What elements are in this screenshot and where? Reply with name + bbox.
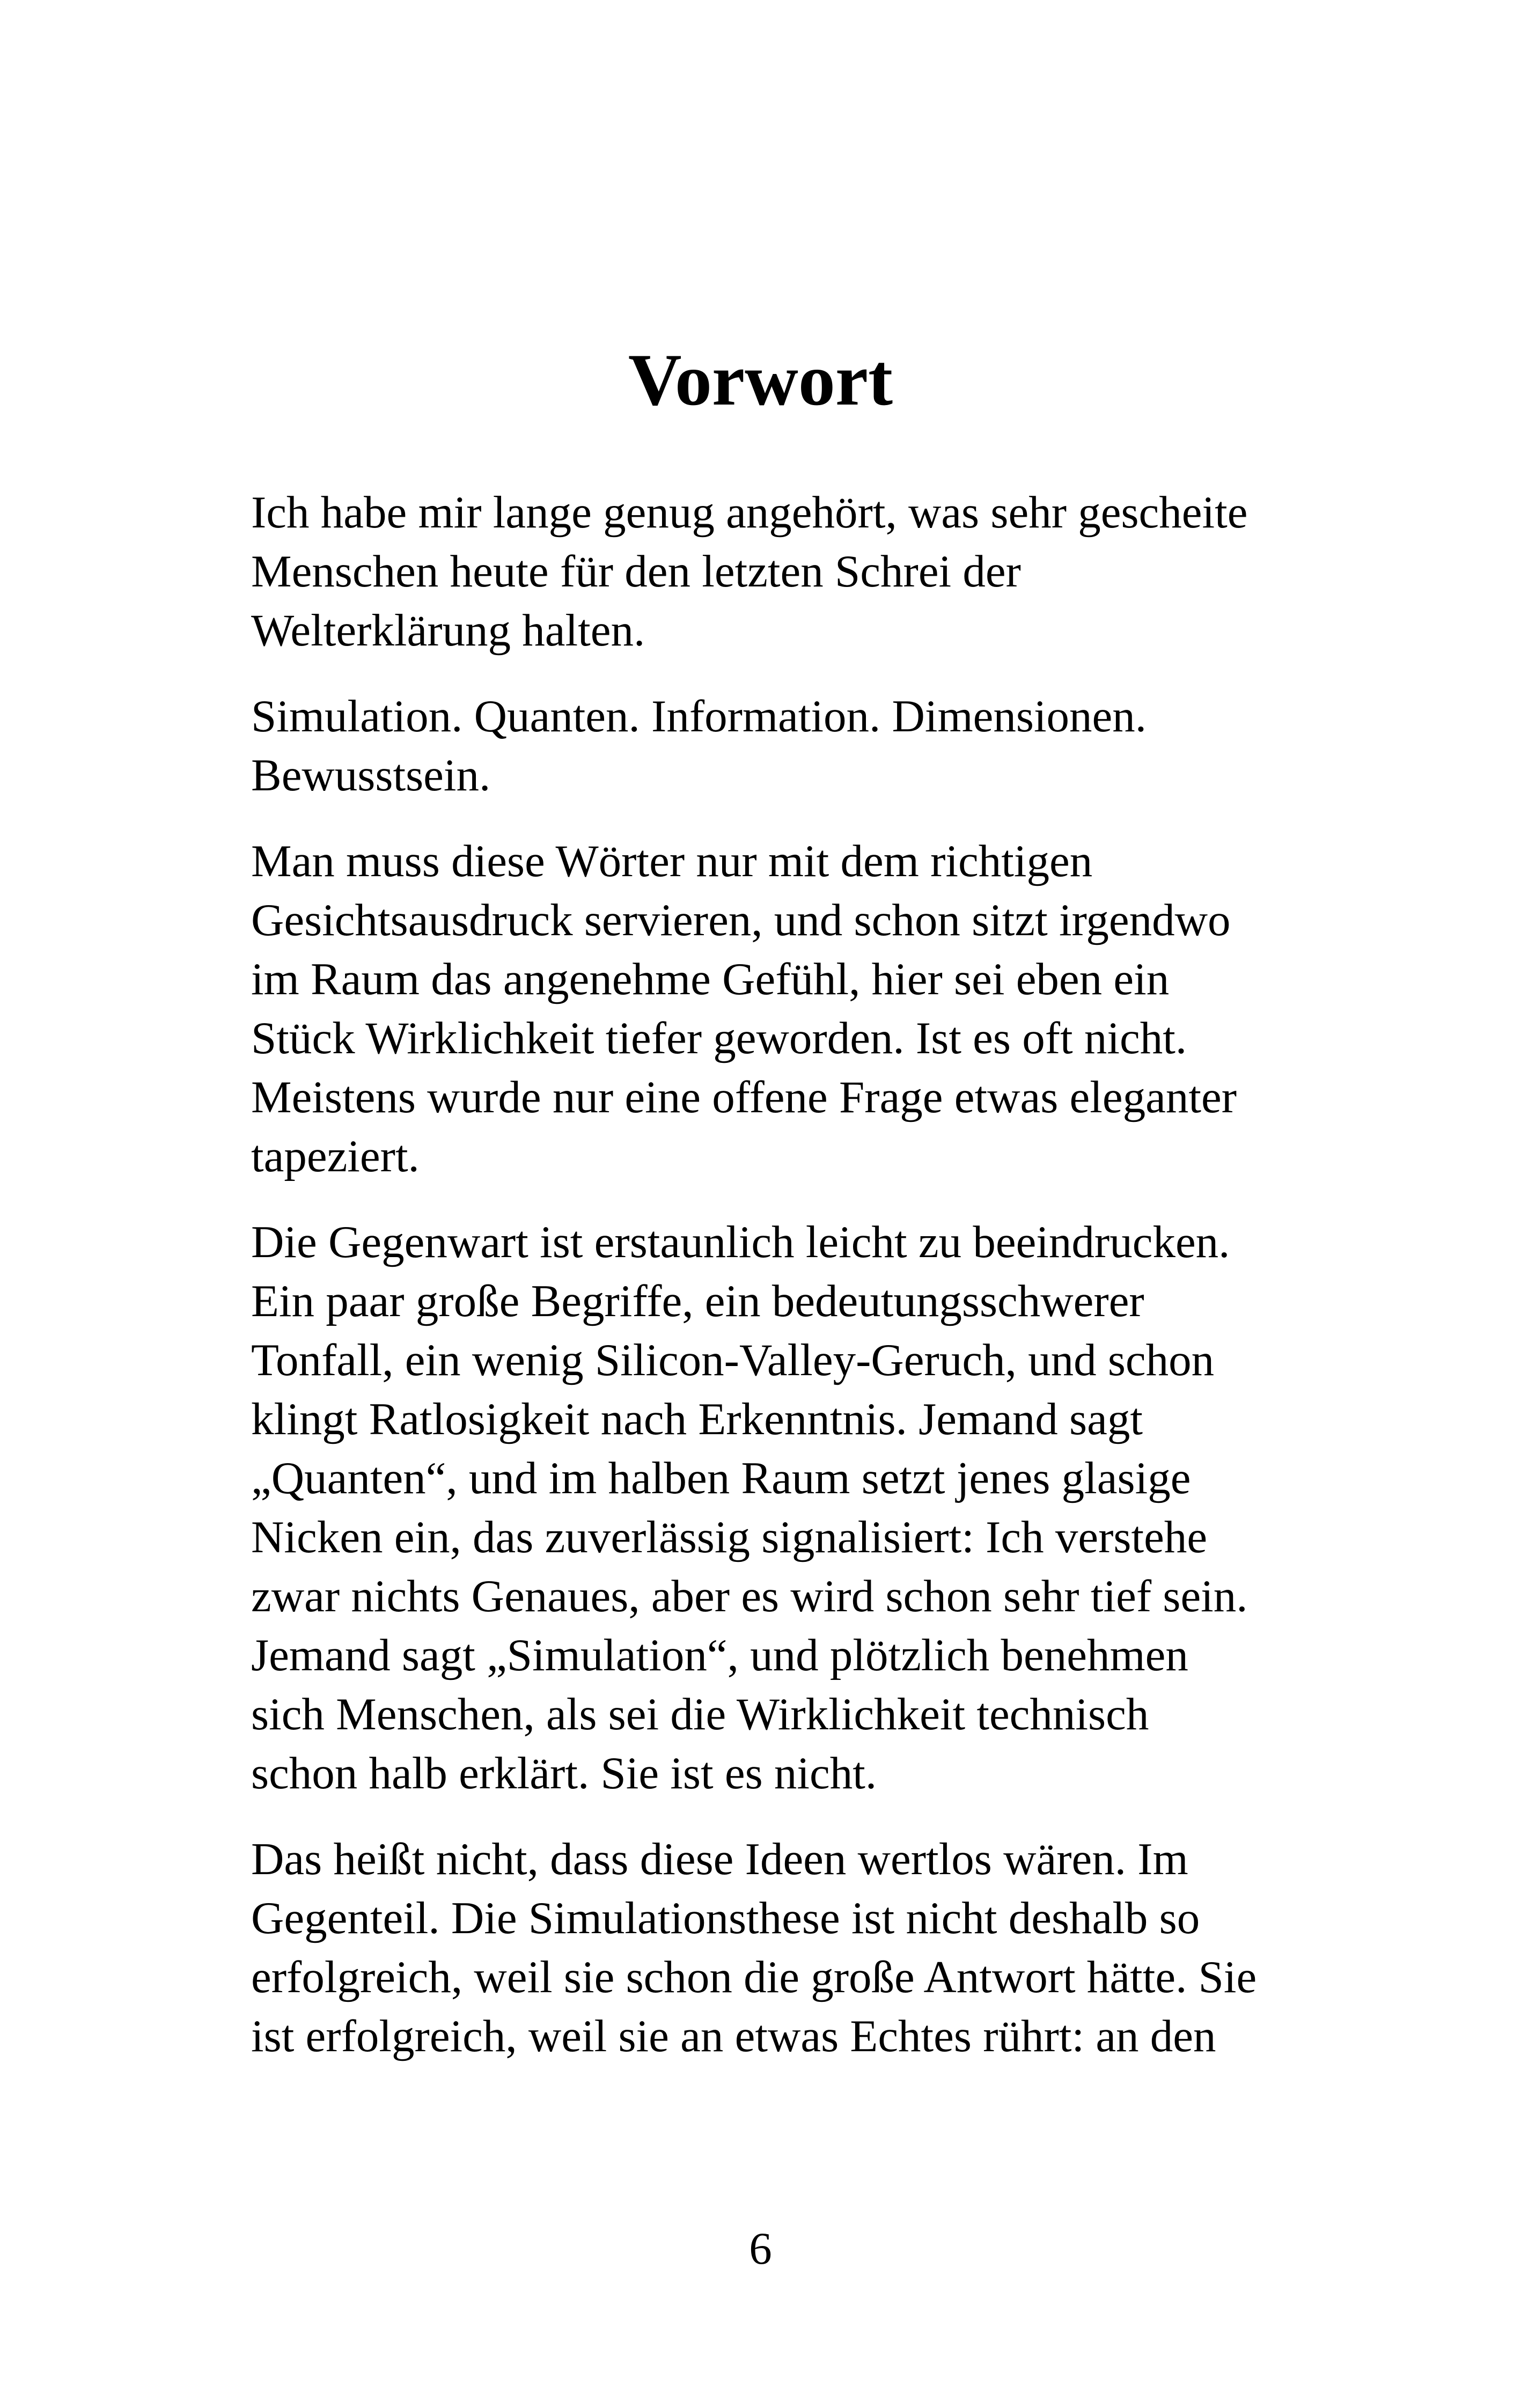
page-number: 6	[749, 2223, 772, 2274]
text-line: Welterklärung halten.	[251, 605, 645, 656]
text-line: Ein paar große Begriffe, ein bedeutungsschwerer	[251, 1276, 1144, 1326]
text-line: Man muss diese Wörter nur mit dem richtigen	[251, 836, 1093, 886]
text-line: Gegenteil. Die Simulationsthese ist nicht deshalb so	[251, 1893, 1200, 1943]
text-line: Jemand sagt „Simulation“, und plötzlich benehmen	[251, 1630, 1188, 1680]
text-line: im Raum das angenehme Gefühl, hier sei eben ein	[251, 954, 1170, 1004]
text-line: Menschen heute für den letzten Schrei der	[251, 546, 1021, 597]
text-line: zwar nichts Genaues, aber es wird schon sehr tief sein.	[251, 1571, 1248, 1621]
chapter-title: Vorwort	[628, 339, 893, 421]
text-line: Bewusstsein.	[251, 750, 491, 801]
text-line: sich Menschen, als sei die Wirklichkeit technisch	[251, 1689, 1149, 1739]
text-line: Die Gegenwart ist erstaunlich leicht zu beeindrucken.	[251, 1217, 1230, 1267]
paragraph-2	[251, 687, 1270, 805]
paragraph-5	[251, 1830, 1270, 2066]
text-line: Ich habe mir lange genug angehört, was sehr gescheite	[251, 487, 1248, 538]
text-line: Gesichtsausdruck servieren, und schon sitzt irgendwo	[251, 895, 1231, 945]
text-line: Meistens wurde nur eine offene Frage etwas eleganter	[251, 1072, 1237, 1122]
text-line: Simulation. Quanten. Information. Dimensionen.	[251, 691, 1147, 742]
text-line: Das heißt nicht, dass diese Ideen wertlos wären. Im	[251, 1834, 1188, 1884]
text-line: ist erfolgreich, weil sie an etwas Echtes rührt: an den	[251, 2011, 1216, 2061]
text-line: klingt Ratlosigkeit nach Erkenntnis. Jemand sagt	[251, 1394, 1143, 1444]
text-line: Tonfall, ein wenig Silicon-Valley-Geruch, und schon	[251, 1335, 1215, 1385]
text-line: „Quanten“, und im halben Raum setzt jenes glasige	[251, 1453, 1191, 1503]
text-line: tapeziert.	[251, 1131, 420, 1181]
paragraph-1	[251, 483, 1270, 660]
chapter-body	[251, 483, 1270, 2093]
paragraph-4	[251, 1213, 1270, 1803]
text-line: Nicken ein, das zuverlässig signalisiert: Ich verstehe	[251, 1512, 1208, 1562]
text-line: erfolgreich, weil sie schon die große Antwort hätte. Sie	[251, 1952, 1257, 2002]
text-line: schon halb erklärt. Sie ist es nicht.	[251, 1748, 877, 1798]
text-line: Stück Wirklichkeit tiefer geworden. Ist es oft nicht.	[251, 1013, 1187, 1063]
paragraph-3	[251, 832, 1270, 1186]
